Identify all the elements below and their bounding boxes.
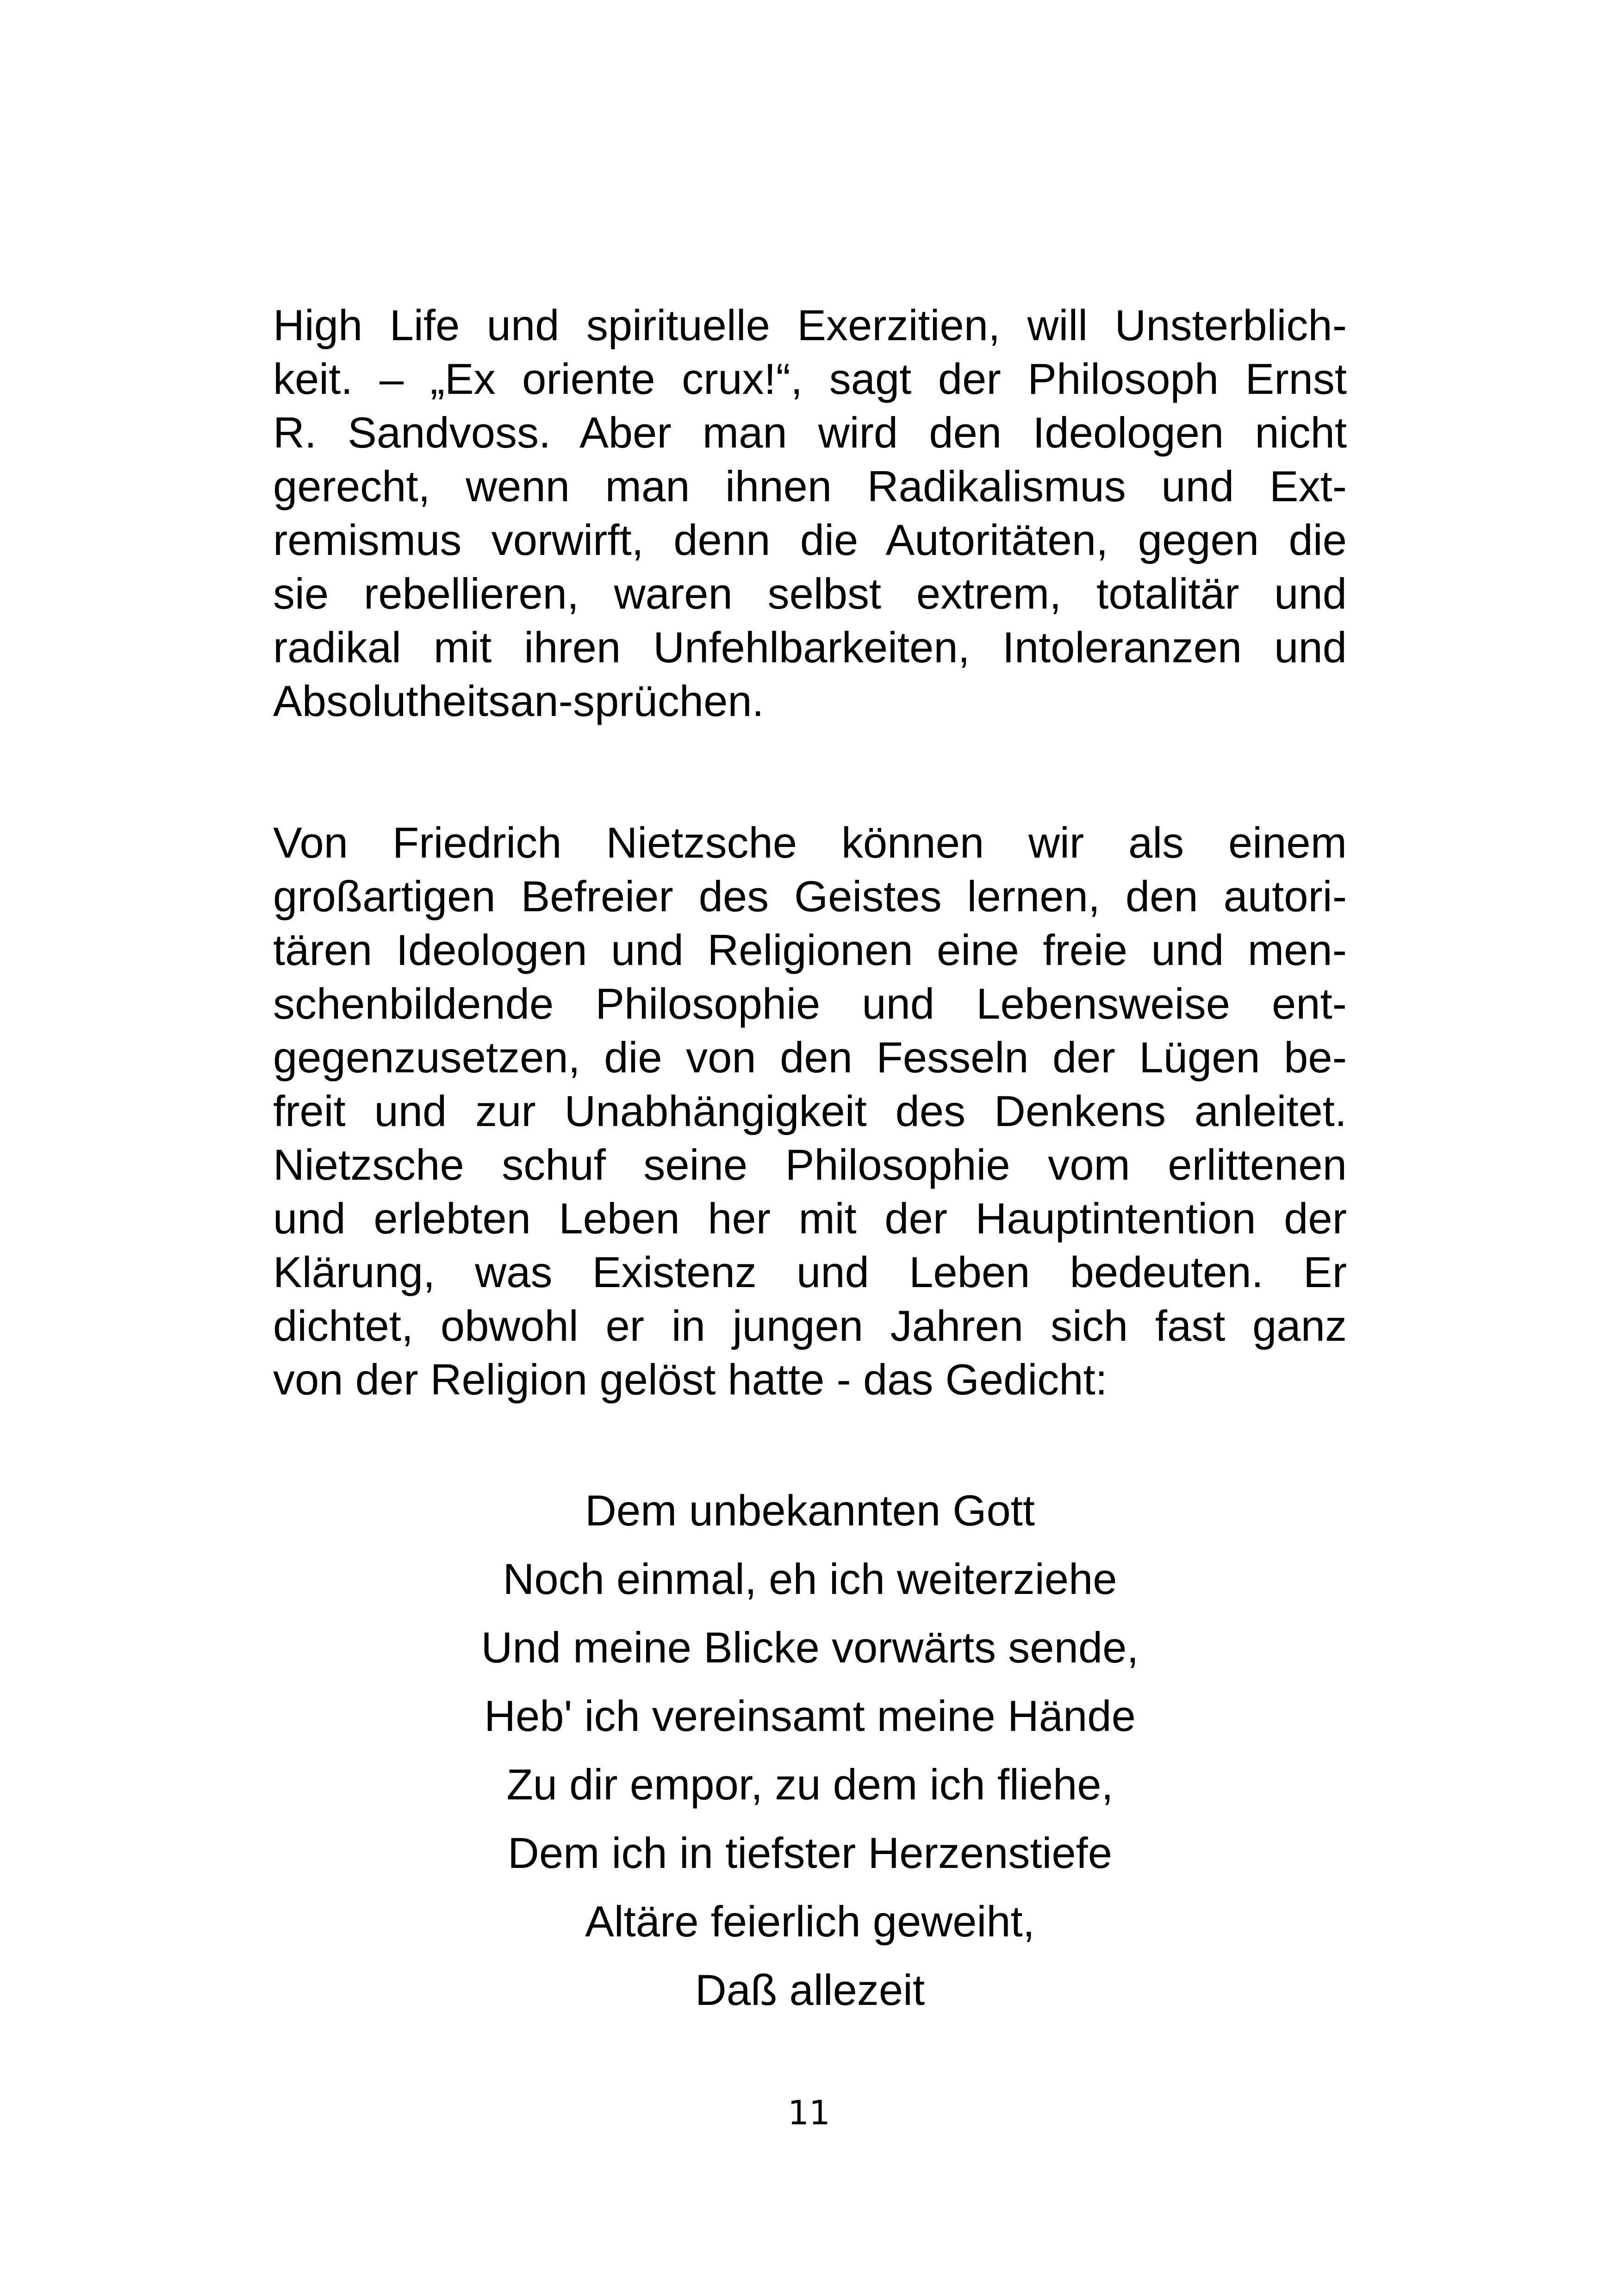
- paragraph-line: dichtet, obwohl er in jungen Jahren sich fast ganz: [273, 1301, 1347, 1350]
- poem: [273, 1476, 1347, 2024]
- poem-verse: Heb' ich vereinsamt meine Hände: [484, 1692, 1136, 1740]
- paragraph-line: und erlebten Leben her mit der Hauptintention der: [273, 1194, 1347, 1243]
- paragraph-line: tären Ideologen und Religionen eine freie und men-: [273, 926, 1347, 974]
- paragraph-1: [273, 299, 1347, 728]
- poem-verse: Noch einmal, eh ich weiterziehe: [503, 1555, 1117, 1603]
- paragraph-line: High Life und spirituelle Exerzitien, will Unsterblich-: [273, 301, 1347, 349]
- paragraph-line: keit. – „Ex oriente crux!“, sagt der Philosoph Ernst: [273, 355, 1347, 403]
- paragraph-line: von der Religion gelöst hatte - das Gedicht:: [273, 1355, 1108, 1404]
- paragraph-line: großartigen Befreier des Geistes lernen, den autori-: [273, 872, 1347, 921]
- paragraph-line: gerecht, wenn man ihnen Radikalismus und Ext-: [273, 462, 1347, 510]
- paragraph-line: Absolutheitsan-sprüchen.: [273, 677, 764, 725]
- paragraph-line: R. Sandvoss. Aber man wird den Ideologen nicht: [273, 408, 1347, 457]
- poem-verse: Altäre feierlich geweiht,: [585, 1897, 1035, 1946]
- paragraph-line: radikal mit ihren Unfehlbarkeiten, Intoleranzen und: [273, 623, 1347, 672]
- paragraph-line: remismus vorwirft, denn die Autoritäten, gegen die: [273, 516, 1347, 564]
- paragraph-2: [273, 816, 1347, 1406]
- poem-verse: Daß allezeit: [695, 1966, 925, 2014]
- paragraph-line: Klärung, was Existenz und Leben bedeuten. Er: [273, 1248, 1347, 1296]
- poem-verse: Zu dir empor, zu dem ich fliehe,: [506, 1760, 1114, 1809]
- paragraph-line: gegenzusetzen, die von den Fesseln der Lügen be-: [273, 1033, 1347, 1082]
- paragraph-line: Von Friedrich Nietzsche können wir als einem: [273, 818, 1347, 867]
- poem-title: Dem unbekannten Gott: [585, 1486, 1035, 1535]
- poem-verse: Und meine Blicke vorwärts sende,: [481, 1623, 1139, 1672]
- paragraph-line: Nietzsche schuf seine Philosophie vom erlittenen: [273, 1140, 1347, 1189]
- paragraph-line: freit und zur Unabhängigkeit des Denkens anleitet.: [273, 1087, 1347, 1135]
- paragraph-line: sie rebellieren, waren selbst extrem, totalitär und: [273, 569, 1347, 618]
- page-number: 11: [788, 2093, 830, 2132]
- poem-verse: Dem ich in tiefster Herzenstiefe: [507, 1829, 1113, 1877]
- paragraph-line: schenbildende Philosophie und Lebensweise ent-: [273, 979, 1347, 1028]
